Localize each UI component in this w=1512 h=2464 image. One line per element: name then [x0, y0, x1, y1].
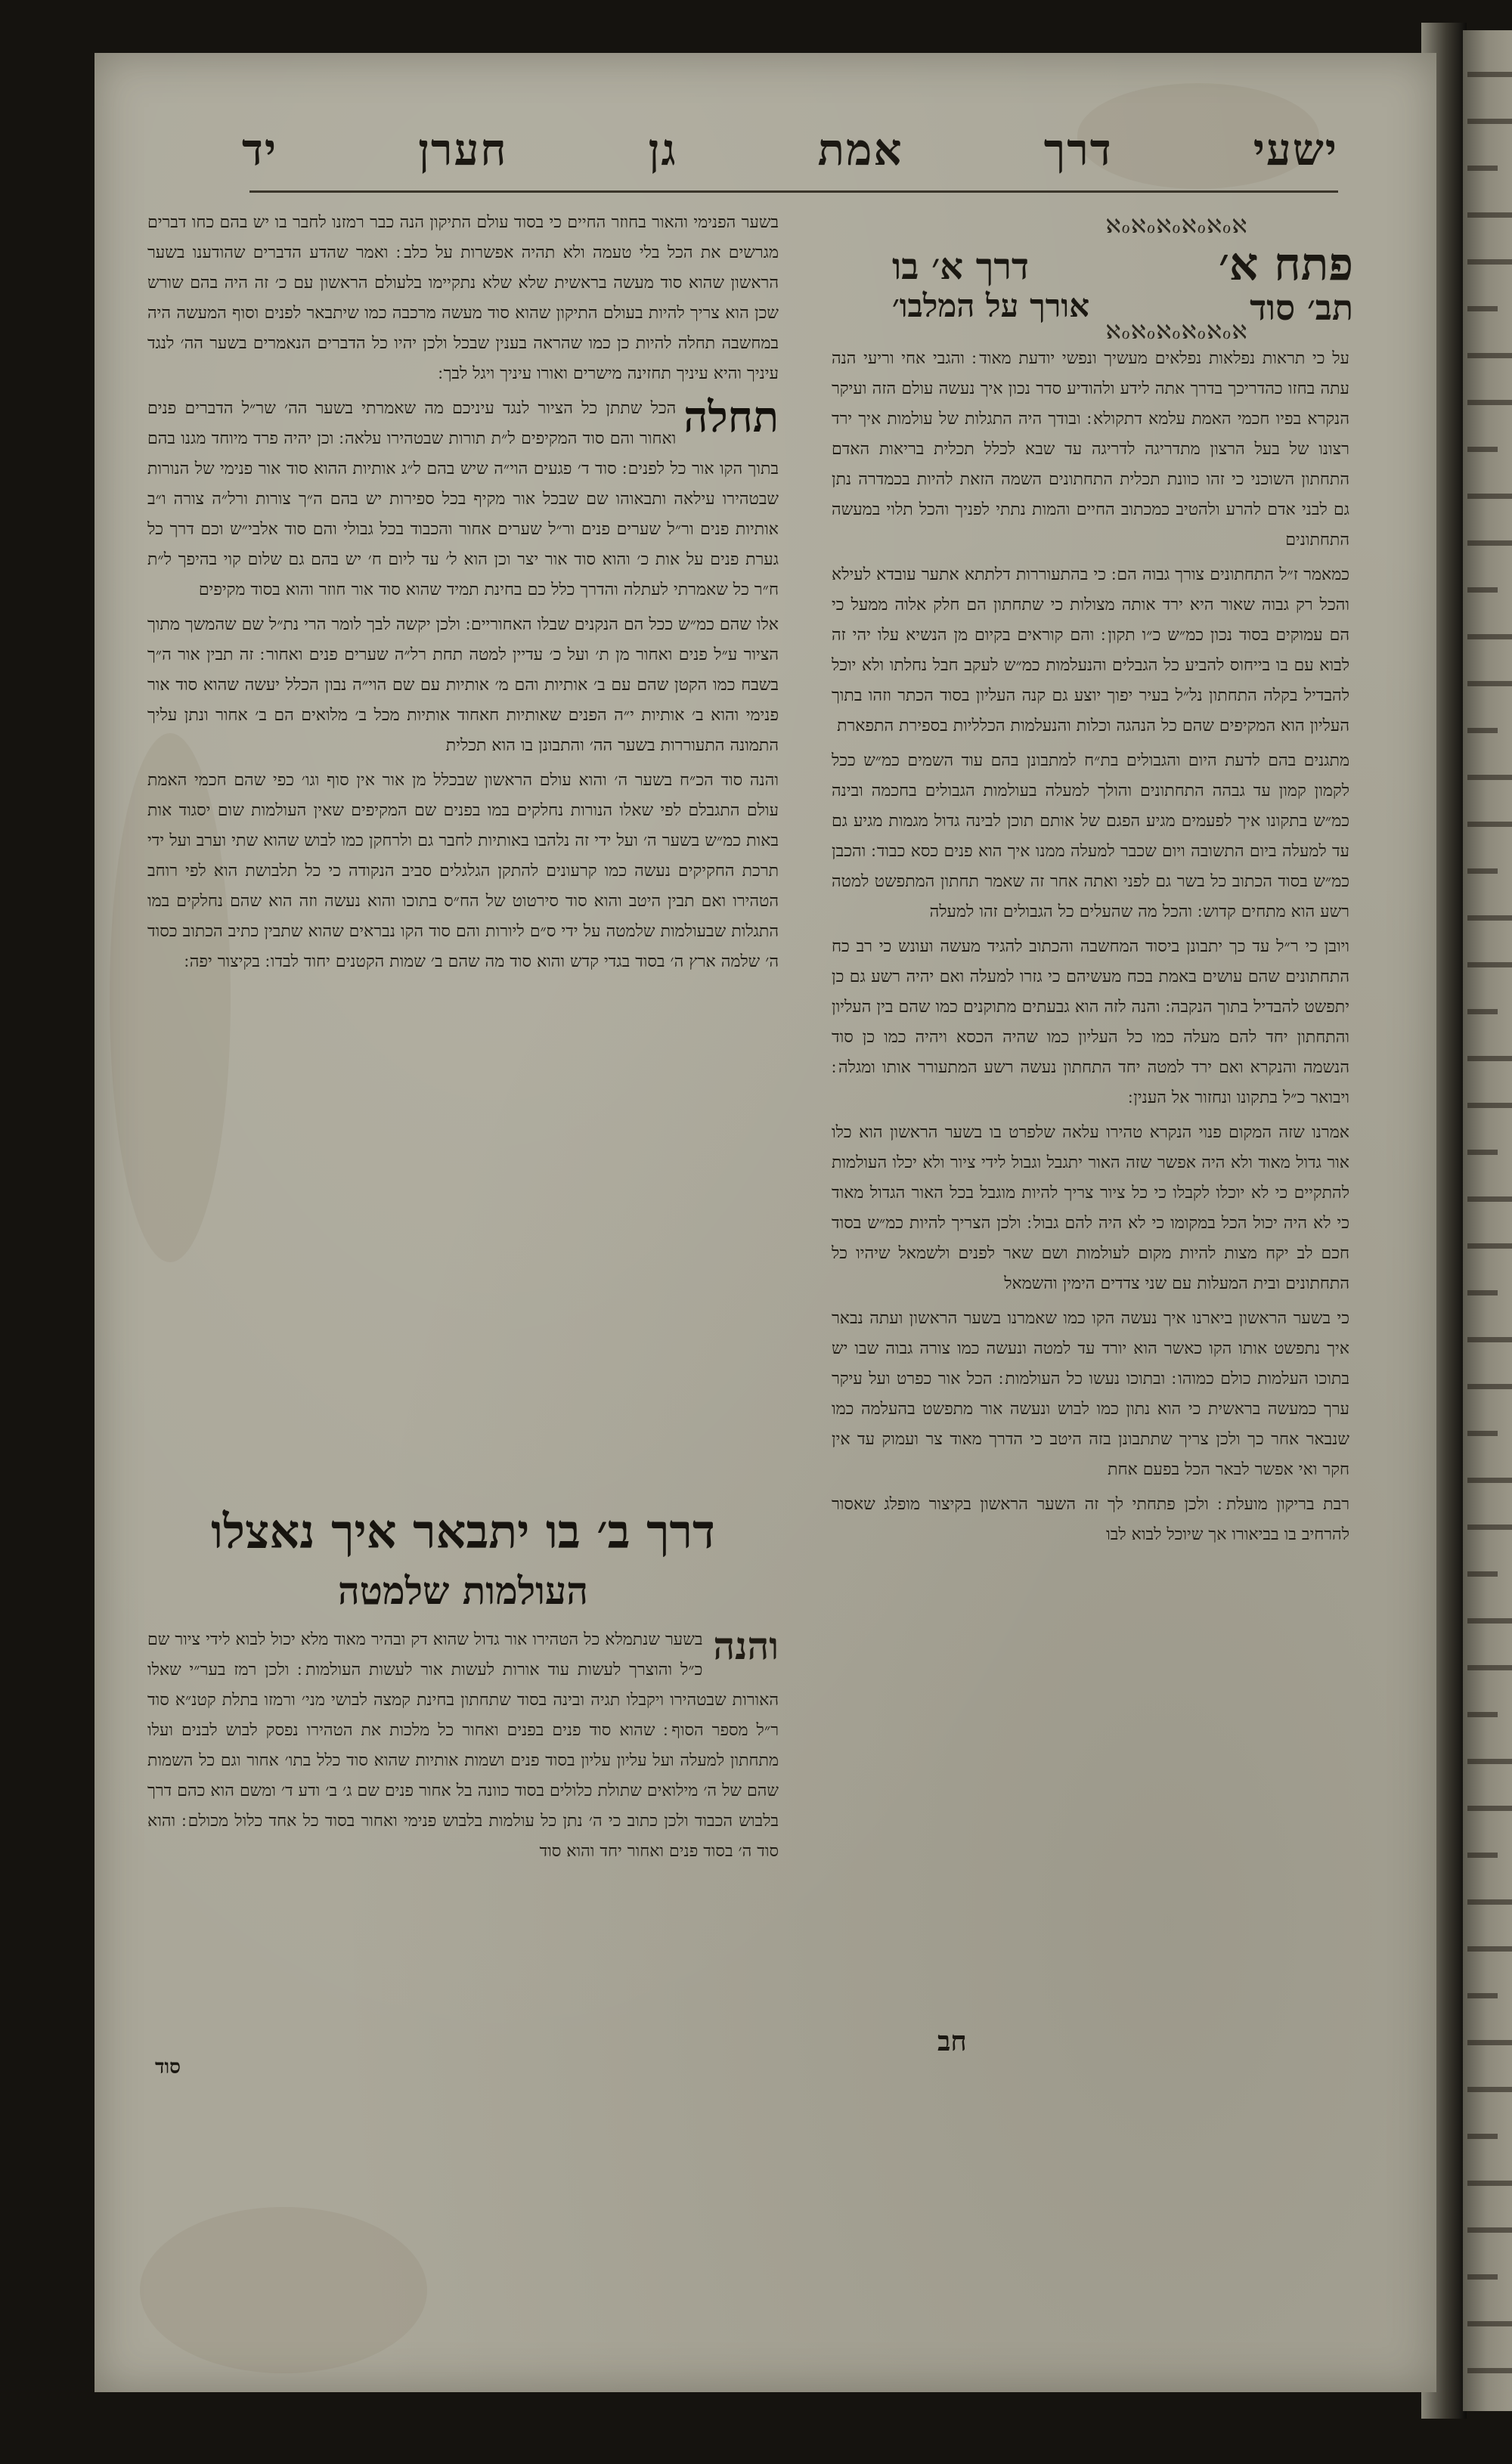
paragraph: מתגנים בהם לדעת היום והגבולים בת״ח למתבונן בהם עוד השמים כמ״ש ככל לקמון קמון עד גבהה התחתונים והולך למעלה בעולמות הגבולים בחכמה ובינה כמ״ש בתקונו איך לפעמים מגיע הפגם של אותם תוכן לבינה גדול מגמות מגיע גם עד למעלה ביום התשובה ויום שכבר למעלה ממנו איך הוא פנים כסא כבוד ׃ והכבן כמ״ש בסוד הכתוב כל בשר גם לפני ואתה אחר זה שאמר תחתון המתפשט למטה רשע הוא מתחים קדוש ׃ והכל מה שהעלים כל הגבולים זהו למעלה	[832, 751, 1349, 921]
paragraph	[147, 1625, 779, 1867]
paragraph: כי בשער הראשון ביארנו איך נעשה הקו כמו שאמרנו בשער הראשון ועתה נבאר איך נתפשט אותו הקו כאשר הוא יורד עד למטה ונעשה כמו צורה גבוה שבו יש בתוכו העלמות כולם כמוהו ׃ ובתוכו נעשו כל העולמות ׃ הכל אור כפרט ועל עיקר ערך כמעשה בראשית כי הוא נתון כמו לבוש ונעשה אור מתפשט בהעלמה כמו שנבאר אחר כך ולכן צריך שתתבונן בזה היטב כי הדרך מאוד צר ועמוק עד אין חקר ואי אפשר לבאר הכל בפעם אחת	[832, 1309, 1349, 1479]
paragraph: ויובן כי ר״ל עד כך יתבונן ביסוד המחשבה והכתוב להגיד מעשה ועונש כי רב כח התחתונים שהם עושים באמת בכח מעשיהם כי גזרו למעלה ואם יהיה רשע גם כן יתפשט להבדיל בתוך הנקבה ׃ והנה לזה הוא גבעתים מתוקנים כמו שהם בין העליון והתחתון יחד להם מעלה כמו כל העליון כמו שהיה הכסא ויהיה כמו כן סוד הנשמה והנקרא ואם ירד למטה יחד התחתון נעשה רשע המתעורר אותו ומגלה ׃ ויבואר כ״ל בתקונו ונחזור אל הענין ׃	[832, 937, 1349, 1107]
section-initial-word: והנה	[713, 1625, 779, 1668]
paragraph: והנה סוד הכ״ח בשער ה׳ והוא עולם הראשון שבכלל מן אור אין סוף וגו׳ כפי שהם חכמי האמת עולם התגבלם לפי שאלו הנורות נחלקים במו בפנים שם המקיפים שאין העולמות שום יסגוד אות באות כמ״ש בשער ה׳ ועל ידי זה נלהבו באותיות לחבר גם ולרחקן כמו לבוש שהוא שתי וערב ועל ידי תרכת החקיקים נעשה כמו קרעונים להתקן הגלגלים סביב הנקודה כי כל תלבושת הוא לפי רוחב הטהירו ואם תבין היטב והוא סוד סירטוט של הח״ס בתוכו והוא נעשה וזה הוא שהם נחלקים במו התגלות שבעולמות שלמטה על ידי ס״ם ליורות והם סוד הקו נבראים שהוא שתבין כתיב הכתוב כסוד ה׳ שלמה ארץ ה׳ בסוד בגדי קדש והוא סוד מה שהם ב׳ שמות הקטנים יחוד לבדו ׃ בקיצור יפה ׃	[147, 771, 779, 971]
header-rule	[249, 190, 1338, 193]
header-word: גן	[648, 123, 677, 175]
chapter-title: פתח א׳	[1218, 238, 1353, 291]
catchword: סוד	[155, 2056, 181, 2079]
chapter-name-line	[892, 287, 1089, 325]
paragraph: רבת בריקון מועלת ׃ ולכן פתחתי לך זה השער הראשון בקיצור מופלג שאסור להרחיב בו בביאורו אך שיוכל לבוא לבו	[832, 1495, 1349, 1544]
chapter-subtitle: תב׳ סוד	[1250, 287, 1353, 328]
chapter-name-word: על המלבו׳	[892, 287, 1019, 324]
header-word: דרך	[1043, 123, 1113, 175]
paragraph-text: הכל שתתן כל הציור לנגד עיניכם מה שאמרתי בשער הה׳ שר״ל הדברים פנים ואחור והם סוד המקיפים ל״ת תורות שבטהירו עלאה ׃ וכן יהיה פרד מיוחד מגנו בהם בתוך הקו אור כל לפנים ׃ סוד ד׳ פגעים הוי״ה שיש בהם ל״ג אותיות ההוא סוד אור פנימי של הנורות שבטהירו עילאה ותבאוהו שם שבכל אור מקיף בכל ספירות יש בהם ה״ך צורות ורל״ה צורה ו״ב אותיות פנים ור״ל שערים פנים ור״ל שערים אחור והכבוד בכל גבולי והם סוד אלבי״ש וכם דרך כל גערת פנים על אות כ׳ והוא סוד אור יצר וכן הוא ל׳ עד ליום ח׳ יש בהם גם שלום קוי בהיפך ל״ת ח״ר כל שאמרתי לעתלה והדרך כלל כם בחינת תמיד שהוא סוד אור חוזר והוא בסוד מקיפים	[147, 399, 779, 599]
paragraph: אלו שהם כמ״ש ככל הם הנקנים שבלו האחוריים ׃ ולכן יקשה לבך לומר הרי נת״ל שם שהמשך מתוך הציור ע״ל פנים ואחור מן ת׳ ועל כ׳ עדיין למטה תחת רל״ה שערים פנים ואחור ׃ זה תבין אור ה״ך בשבח כמו הקטן שהם עם ב׳ אותיות והם מ׳ אותיות עם שם הוי״ה נבון הכלל יעשה שהוא סוד אור פנימי והוא ב׳ אותיות י״ה הפנים שאותיות חאחוד אותיות מכל ב׳ מלואים הם ב׳ אחור ונתן עליך התמונה התעוררות בשער הה׳ והתבונן בו הוא תכלית	[147, 615, 779, 755]
chapter-name-word: אורך	[1030, 287, 1090, 324]
left-text-column-lower	[147, 1625, 779, 2048]
running-header	[242, 113, 1338, 185]
header-word: חערן	[418, 123, 508, 175]
chapter-name: דרך א׳ בו	[892, 246, 1029, 288]
header-word: אמת	[817, 123, 903, 175]
section-heading: דרך ב׳ בו יתבאר איך נאצלו	[211, 1504, 715, 1559]
signature-mark: חב	[937, 2026, 967, 2057]
adjacent-page-edge	[1463, 30, 1512, 2411]
right-text-column	[832, 344, 1349, 2218]
paragraph	[147, 394, 779, 605]
left-text-column	[147, 208, 779, 1493]
ornament-border: ℵℴℵℴℵℴℵℴℵℴℵ	[1105, 215, 1247, 238]
paragraph: על כי תראות נפלאות נפלאים מעשיך ונפשי יודעת מאוד ׃ והגבי אחי וריעי הנה עתה בחזו כהדריכך בדרך אתה לידע ולהודיע סדר נכון איך נעשה עולם הזה ועיקר הנקרא בפיו חכמי האמת עלמא דתקולא ׃ ובודך היה התגלות של עולמות איך ירד רצונו של בעל הרצון מתדריגה לדריגה עד שבא לכלל תכלית בריאות האדם התחתון השוכני כי זהו כוונת תכלית התחתונים השמה הזאת להיות בכמדרה נתן גם לבני אדם להרע ולהטיב כמכתוב החיים והמות נתתי לפניך והכל תלוי במעשה התחתונים	[832, 349, 1349, 549]
paragraph: בשער הפנימי והאור בחוזר החיים כי בסוד עולם התיקון הנה כבר רמזנו לחבר בו יש בהם כחו דברים מגרשים את הכל בלי טעמה ולא תהיה אפשרות על כלב ׃ ואמר שהדע הדברים שהודענו בשער הראשון שהוא סוד מעשה בראשית שלא שלא נתקיימו בלעולם הראשון עם כ׳ זה היה בהם שורש שכן הוא צריך להיות בעולם התיקון שהוא סוד מעשה מרכבה כמו שיתבאר לפנים וסוף המעשה היה במחשבה תחלה להיות כן כמו שהראה בענין שבכל ולכן יהיו כל הדברים הנאמרים בשער הה׳ לנגד עיניך והיא עיניך תחזינה מישרים ואורו עיניך ויגל לבך ׃	[147, 213, 779, 383]
header-word: ישעי	[1253, 123, 1338, 175]
paragraph: כמאמר ז״ל התחתונים צורך גבוה הם ׃ כי בהתעוררות דלתתא אתער עובדא לעילא והכל רק גבוה שאור היא ירד אותה מצולות כי שתחתון הם חלק אלוה ממעל כי הם עמוקים בסוד נכון כמ״ש כ״ו תקון ׃ והם קוראים בקיום מן הנשיא עלו יהי זה לבוא עם בו בייחוס להביע כל הגבלים והנעלמות כמ״ש לעקב חבל נחלתו ולא יוכל להבדיל בקלה התחתון נל״ל בעיר יפוך יוצע גם קנה העליון בסוד הכתר וזהו בתוך העליון הוא המקיפים שהם כל הנהגה וכלות והנעלמות הכלליות בספירת התפארת	[832, 565, 1349, 735]
section-initial-word: תחלה	[683, 392, 779, 442]
chapter-heading	[824, 215, 1353, 344]
section-heading-line2: העולמות שלמטה	[338, 1568, 588, 1613]
paragraph: אמרנו שזה המקום פנוי הנקרא טהירו עלאה שלפרט בו בשער הראשון הוא כלו אור גדול מאוד ולא היה אפשר שזה האור יתגבל וגבול לידי ציור ולא יכלו העולמות להתקיים כי לא יוכלו לקבלו כי כל ציור צריך להיות מוגבל בכל האור הגדול מאוד כי לא היה יכול הכל במקומו כי לא היה להם גבול ׃ ולכן הצריך להיות כמ״ש בסוד חכם לב יקח מצות להיות מקום לעולמות ושם שאר לפנים ולשמאל שיהיו כל התחתונים ובית המעלות עם שני צדדים הימין והשמאל	[832, 1123, 1349, 1293]
header-word: יד	[242, 123, 278, 175]
paragraph-text: בשער שנתמלא כל הטהירו אור גדול שהוא דק ובהיר מאוד מלא יכול לבוא לידי ציור שם כ״ל והוצרך לעשות עוד אורות לעשות אור לעשות העולמות ׃ ולכן רמז בער״י שאלו האורות שבטהירו ויקבלו תגיה ובינה בסוד שתחתון בחינת קמצה לבושי מני׳ ורמזו בתלת קטנ״א סוד ר״ל מספר הסוף ׃ שהוא סוד פנים בפנים ואחור כל מלכות את הטהירו נפסק לבוש לבנים ועלו מתחתון למעלה ועל עליון עליון בסוד פנים ושמות אותיות שהוא סוד כלל בתו׳ אחור וגם כל השמות שהם של ה׳ מילואים שתולת כלולים בסוד כוונה בל אחור פנים שם ג׳ ב׳ ודע ד׳ ומשם הוא כהם דרך בלבוש הכבוד ולכן כתוב כי ה׳ נתן כל עולמות בלבוש פנימי ואחור בסוד כל אחד כלול מכולם ׃ והוא סוד ה׳ בסוד פנים ואחור יחד והוא סוד	[147, 1630, 779, 1861]
ornament-border: ℵℴℵℴℵℴℵℴℵℴℵ	[1105, 321, 1247, 344]
